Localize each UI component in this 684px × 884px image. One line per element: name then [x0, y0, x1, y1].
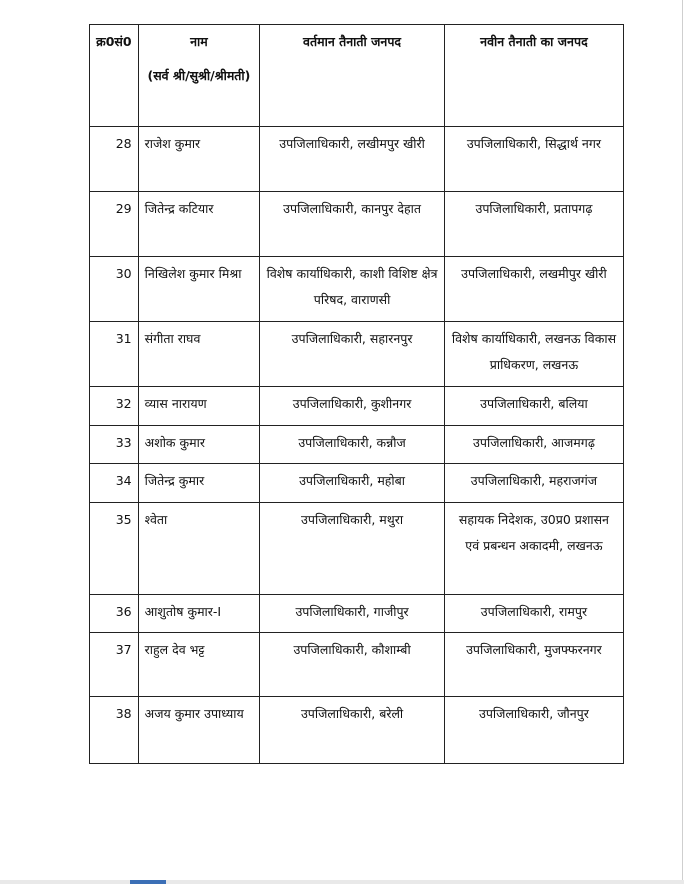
serial-cell: 35	[90, 503, 139, 595]
header-name	[138, 25, 260, 127]
serial-cell: 38	[90, 697, 139, 764]
table-row	[90, 257, 624, 322]
new-posting-cell: उपजिलाधिकारी, प्रतापगढ़	[444, 192, 623, 257]
name-cell: निखिलेश कुमार मिश्रा	[138, 257, 260, 322]
name-cell: आशुतोष कुमार-I	[138, 595, 260, 633]
new-posting-cell: सहायक निदेशक, उ0प्र0 प्रशासन एवं प्रबन्धन अकादमी, लखनऊ	[444, 503, 623, 595]
current-posting-cell: उपजिलाधिकारी, महोबा	[260, 464, 445, 503]
new-posting-cell: उपजिलाधिकारी, जौनपुर	[444, 697, 623, 764]
table-row	[90, 697, 624, 764]
new-posting-cell: उपजिलाधिकारी, रामपुर	[444, 595, 623, 633]
table-row	[90, 633, 624, 697]
header-serial: क्र0सं0	[90, 25, 139, 127]
table-row	[90, 464, 624, 503]
name-cell: जितेन्द्र कुमार	[138, 464, 260, 503]
name-cell: राहुल देव भट्ट	[138, 633, 260, 697]
table-row	[90, 595, 624, 633]
transfer-table	[89, 24, 624, 764]
current-posting-cell: उपजिलाधिकारी, कानपुर देहात	[260, 192, 445, 257]
header-current-posting: वर्तमान तैनाती जनपद	[260, 25, 445, 127]
table-row	[90, 322, 624, 387]
bottom-taskbar-strip	[0, 880, 684, 884]
serial-cell: 31	[90, 322, 139, 387]
header-name-label: नाम	[190, 34, 208, 49]
table-row	[90, 127, 624, 192]
table-row	[90, 387, 624, 426]
table-row	[90, 426, 624, 464]
name-cell: संगीता राघव	[138, 322, 260, 387]
current-posting-cell: उपजिलाधिकारी, लखीमपुर खीरी	[260, 127, 445, 192]
new-posting-cell: उपजिलाधिकारी, महराजगंज	[444, 464, 623, 503]
name-cell: श्वेता	[138, 503, 260, 595]
new-posting-cell: विशेष कार्याधिकारी, लखनऊ विकास प्राधिकरण, लखनऊ	[444, 322, 623, 387]
serial-cell: 37	[90, 633, 139, 697]
serial-cell: 32	[90, 387, 139, 426]
serial-cell: 29	[90, 192, 139, 257]
new-posting-cell: उपजिलाधिकारी, बलिया	[444, 387, 623, 426]
name-cell: अशोक कुमार	[138, 426, 260, 464]
new-posting-cell: उपजिलाधिकारी, सिद्धार्थ नगर	[444, 127, 623, 192]
serial-cell: 34	[90, 464, 139, 503]
serial-cell: 28	[90, 127, 139, 192]
new-posting-cell: उपजिलाधिकारी, लखमीपुर खीरी	[444, 257, 623, 322]
current-posting-cell: उपजिलाधिकारी, बरेली	[260, 697, 445, 764]
current-posting-cell: उपजिलाधिकारी, कौशाम्बी	[260, 633, 445, 697]
serial-cell: 30	[90, 257, 139, 322]
current-posting-cell: उपजिलाधिकारी, सहारनपुर	[260, 322, 445, 387]
name-cell: अजय कुमार उपाध्याय	[138, 697, 260, 764]
new-posting-cell: उपजिलाधिकारी, मुजफ्फरनगर	[444, 633, 623, 697]
name-cell: जितेन्द्र कटियार	[138, 192, 260, 257]
table-row	[90, 192, 624, 257]
name-cell: व्यास नारायण	[138, 387, 260, 426]
current-posting-cell: विशेष कार्याधिकारी, काशी विशिष्ट क्षेत्र परिषद, वाराणसी	[260, 257, 445, 322]
name-cell: राजेश कुमार	[138, 127, 260, 192]
new-posting-cell: उपजिलाधिकारी, आजमगढ़	[444, 426, 623, 464]
serial-cell: 36	[90, 595, 139, 633]
header-name-subtitle: (सर्व श्री/सुश्री/श्रीमती)	[147, 68, 251, 83]
current-posting-cell: उपजिलाधिकारी, कुशीनगर	[260, 387, 445, 426]
header-new-posting: नवीन तैनाती का जनपद	[444, 25, 623, 127]
table-row	[90, 503, 624, 595]
taskbar-button[interactable]	[130, 880, 166, 884]
serial-cell: 33	[90, 426, 139, 464]
current-posting-cell: उपजिलाधिकारी, कन्नौज	[260, 426, 445, 464]
header-row	[90, 25, 624, 127]
current-posting-cell: उपजिलाधिकारी, गाजीपुर	[260, 595, 445, 633]
current-posting-cell: उपजिलाधिकारी, मथुरा	[260, 503, 445, 595]
